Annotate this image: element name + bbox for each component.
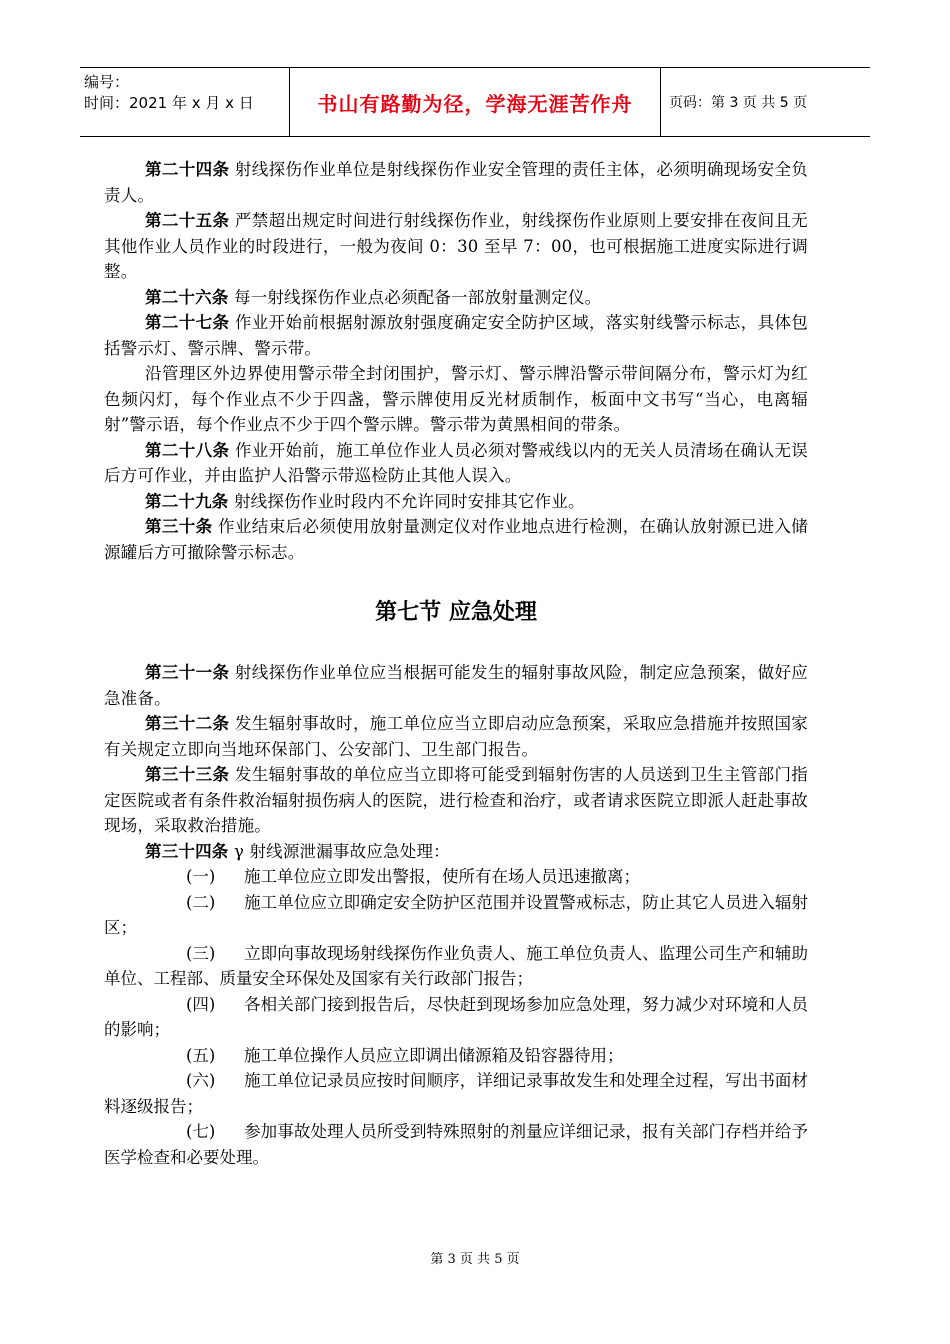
article-text: 作业开始前根据射源放射强度确定安全防护区域，落实射线警示标志，具体包括警示灯、警示牌、警示带。 — [104, 313, 809, 358]
list-item-number: (七) — [186, 1122, 216, 1141]
article-label: 第三十四条 — [145, 841, 229, 861]
list-item — [104, 864, 808, 890]
list-item-number: (六) — [186, 1071, 216, 1090]
article-label: 第三十条 — [145, 517, 213, 536]
list-item-text: 施工单位应立即确定安全防护区范围并设置警戒标志，防止其它人员进入辐射区； — [104, 892, 808, 937]
emergency-items-list — [104, 864, 808, 1170]
list-item-number: (二) — [186, 892, 216, 912]
list-item — [104, 1043, 808, 1069]
list-item-text: 各相关部门接到报告后，尽快赶到现场参加应急处理，努力减少对环境和人员的影响； — [104, 994, 808, 1039]
article-label: 第三十二条 — [145, 714, 230, 733]
header-motto-cell — [290, 68, 661, 136]
header-motto: 书山有路勤为径，学海无涯苦作舟 — [317, 91, 633, 116]
article-paragraph — [104, 285, 808, 311]
list-item-text: 参加事故处理人员所受到特殊照射的剂量应详细记录，报有关部门存档并给予医学检查和必要处理。 — [104, 1122, 808, 1167]
article-text: 发生辐射事故时，施工单位应当立即启动应急预案，采取应急措施并按照国家有关规定立即向当地环保部门、公安部门、卫生部门报告。 — [104, 714, 809, 759]
list-item — [104, 890, 808, 941]
page-header — [80, 67, 870, 137]
list-item-text: 施工单位应立即发出警报，使所有在场人员迅速撤离； — [244, 867, 640, 886]
list-item — [104, 941, 808, 992]
list-item-number: (五) — [186, 1045, 216, 1065]
article-text: 每一射线探伤作业点必须配备一部放射量测定仪。 — [228, 287, 602, 307]
article-paragraph — [104, 762, 808, 839]
list-item — [104, 992, 808, 1043]
header-page-info: 页码：第 3 页 共 5 页 — [669, 95, 808, 111]
list-item-text: 施工单位操作人员应立即调出储源箱及铅容器待用； — [244, 1045, 624, 1065]
article-label: 第二十六条 — [145, 287, 229, 307]
article-paragraph — [104, 310, 808, 361]
document-body — [104, 157, 808, 1170]
article-label: 第二十七条 — [145, 313, 230, 332]
article-text: γ 射线源泄漏事故应急处理： — [228, 841, 450, 861]
article-paragraph — [104, 839, 808, 865]
header-meta — [80, 68, 290, 136]
article-text: 射线探伤作业单位应当根据可能发生的辐射事故风险，制定应急预案，做好应急准备。 — [104, 663, 809, 708]
article-label: 第二十五条 — [145, 211, 230, 230]
article-paragraph — [104, 660, 808, 711]
list-item-text: 施工单位记录员应按时间顺序，详细记录事故发生和处理全过程，写出书面材料逐级报告； — [104, 1071, 808, 1116]
articles-group-b — [104, 660, 808, 864]
article-paragraph — [104, 361, 808, 438]
article-text: 作业开始前，施工单位作业人员必须对警戒线以内的无关人员清场在确认无误后方可作业，并由监护人沿警示带巡检防止其他人误入。 — [104, 440, 809, 485]
articles-group-a — [104, 157, 808, 565]
article-text: 发生辐射事故的单位应当立即将可能受到辐射伤害的人员送到卫生主管部门指定医院或者有条件救治辐射损伤病人的医院，进行检查和治疗，或者请求医院立即派人赶赴事故现场，采取救治措施。 — [104, 765, 809, 835]
section-title: 第七节 应急处理 — [375, 600, 537, 625]
list-item — [104, 1119, 808, 1170]
article-label: 第二十四条 — [145, 160, 230, 179]
article-paragraph — [104, 711, 808, 762]
article-paragraph — [104, 157, 808, 208]
article-paragraph — [104, 489, 808, 515]
article-text: 射线探伤作业时段内不允许同时安排其它作业。 — [228, 491, 585, 511]
article-text: 作业结束后必须使用放射量测定仪对作业地点进行检测，在确认放射源已进入储源罐后方可撤除警示标志。 — [104, 517, 808, 562]
article-paragraph — [104, 208, 808, 285]
header-number-label: 编号： — [84, 73, 130, 91]
article-label: 第二十八条 — [145, 440, 230, 460]
list-item-number: (三) — [186, 943, 216, 963]
article-label: 第二十九条 — [145, 491, 229, 511]
list-item — [104, 1068, 808, 1119]
header-date-label: 时间：2021 年 x 月 x 日 — [84, 94, 254, 112]
page-footer: 第 3 页 共 5 页 — [430, 1252, 520, 1267]
article-paragraph — [104, 514, 808, 565]
article-text: 沿管理区外边界使用警示带全封闭围护，警示灯、警示牌沿警示带间隔分布，警示灯为红色频闪灯，每个作业点不少于四盏，警示牌使用反光材质制作，板面中文书写“当心，电离辐射”警示语，每个作业点不少于四个警示牌。警示带为黄黑相间的带条。 — [104, 364, 808, 434]
article-text: 射线探伤作业单位是射线探伤作业安全管理的责任主体，必须明确现场安全负责人。 — [104, 160, 809, 205]
list-item-number: (四) — [186, 994, 216, 1014]
list-item-text: 立即向事故现场射线探伤作业负责人、施工单位负责人、监理公司生产和辅助单位、工程部、质量安全环保处及国家有关行政部门报告； — [104, 943, 808, 988]
article-paragraph — [104, 438, 808, 489]
article-text: 严禁超出规定时间进行射线探伤作业，射线探伤作业原则上要安排在夜间且无其他作业人员作业的时段进行，一般为夜间 0：30 至早 7：00，也可根据施工进度实际进行调整。 — [104, 211, 809, 281]
article-label: 第三十一条 — [145, 663, 230, 682]
article-label: 第三十三条 — [145, 765, 230, 784]
list-item-number: (一) — [186, 867, 216, 886]
